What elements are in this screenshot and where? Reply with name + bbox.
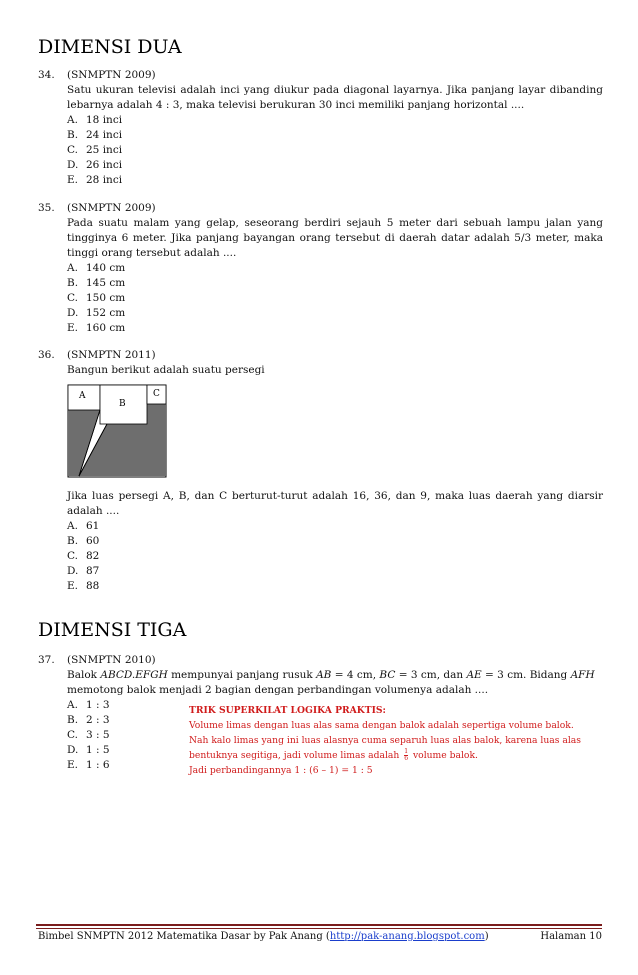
question-text xyxy=(67,668,603,683)
option-value: 82 xyxy=(86,550,100,562)
option-letter: B. xyxy=(67,129,79,141)
question-number: 36. xyxy=(38,349,55,361)
option-value: 1 : 5 xyxy=(86,744,110,756)
option-letter: C. xyxy=(67,729,78,741)
option-value: 18 inci xyxy=(86,114,123,126)
math-bc: BC xyxy=(379,669,396,681)
question-number: 34. xyxy=(38,69,55,81)
option-letter: C. xyxy=(67,550,78,562)
option[interactable] xyxy=(67,549,603,564)
option[interactable] xyxy=(67,306,603,321)
footer-rule xyxy=(36,924,602,926)
option[interactable] xyxy=(67,321,603,336)
question-text: Satu ukuran televisi adalah inci yang diukur pada diagonal layarnya. Jika panjang layar dibanding lebarnya adalah 4 : 3, maka televisi berukuran 30 inci memiliki panjang horizontal .... xyxy=(67,84,603,111)
option[interactable] xyxy=(67,261,603,276)
option-value: 60 xyxy=(86,535,100,547)
question-34 xyxy=(38,68,603,188)
option-value: 24 inci xyxy=(86,129,123,141)
option-value: 88 xyxy=(86,580,100,592)
option-value: 61 xyxy=(86,520,100,532)
question-source: (SNMPTN 2009) xyxy=(67,202,156,214)
option-letter: A. xyxy=(67,262,78,274)
option-letter: D. xyxy=(67,307,79,319)
math-ae: AE xyxy=(466,669,482,681)
label-b: B xyxy=(119,399,126,409)
question-intro: Bangun berikut adalah suatu persegi xyxy=(67,364,265,376)
fraction-denominator: 6 xyxy=(404,755,409,762)
math-abcd: ABCD.EFGH xyxy=(100,669,168,681)
text-fragment: Balok xyxy=(67,669,101,681)
trick-line-2: Nah kalo limas yang ini luas alasnya cuma separuh luas alas balok, karena luas alas xyxy=(189,735,582,746)
footer-text: ) xyxy=(484,931,489,942)
math-afh: AFH xyxy=(570,669,595,681)
option-letter: A. xyxy=(67,699,78,711)
option[interactable] xyxy=(67,519,603,534)
section-title-dimensi-dua: DIMENSI DUA xyxy=(38,36,182,58)
text-fragment: volume balok. xyxy=(410,750,478,761)
label-a: A xyxy=(79,391,86,401)
label-c: C xyxy=(153,389,160,399)
text-fragment: = 4 cm, xyxy=(331,669,380,681)
option[interactable] xyxy=(67,564,603,579)
square-figure xyxy=(67,384,603,483)
option-letter: A. xyxy=(67,520,78,532)
option-value: 2 : 3 xyxy=(86,714,110,726)
options-list xyxy=(67,261,603,336)
footer-rule-thin xyxy=(36,928,602,929)
trick-line-1: Volume limas dengan luas alas sama dengan balok adalah sepertiga volume balok. xyxy=(189,720,574,731)
question-text: Pada suatu malam yang gelap, seseorang berdiri sejauh 5 meter dari sebuah lampu jalan yang tingginya 6 meter. Jika panjang bayangan orang tersebut di daerah datar adalah 5/3 meter, maka tinggi orang tersebut adalah .... xyxy=(67,217,603,259)
page-footer xyxy=(38,931,602,942)
option[interactable] xyxy=(67,291,603,306)
option-letter: C. xyxy=(67,144,78,156)
option[interactable] xyxy=(67,276,603,291)
option-letter: B. xyxy=(67,714,79,726)
option-letter: E. xyxy=(67,174,79,186)
text-fragment: bentuknya segitiga, jadi volume limas adalah xyxy=(189,750,403,761)
fraction-numerator: 1 xyxy=(404,748,409,755)
option-value: 150 cm xyxy=(86,292,126,304)
question-35 xyxy=(38,201,603,336)
options-list xyxy=(67,519,603,594)
option-letter: D. xyxy=(67,565,79,577)
option-letter: E. xyxy=(67,759,79,771)
option-value: 160 cm xyxy=(86,322,126,334)
option-letter: D. xyxy=(67,159,79,171)
option-value: 28 inci xyxy=(86,174,123,186)
option-letter: E. xyxy=(67,580,79,592)
question-source: (SNMPTN 2011) xyxy=(67,349,156,361)
option[interactable] xyxy=(67,534,603,549)
option-letter: E. xyxy=(67,322,79,334)
option[interactable] xyxy=(67,158,603,173)
option-value: 1 : 3 xyxy=(86,699,110,711)
trick-title: TRIK SUPERKILAT LOGIKA PRAKTIS: xyxy=(189,705,386,716)
option-letter: D. xyxy=(67,744,79,756)
question-number: 37. xyxy=(38,654,55,666)
question-source: (SNMPTN 2010) xyxy=(67,654,156,666)
question-source: (SNMPTN 2009) xyxy=(67,69,156,81)
option-value: 1 : 6 xyxy=(86,759,110,771)
footer-text: Bimbel SNMPTN 2012 Matematika Dasar by Pak Anang ( xyxy=(38,931,330,942)
option[interactable] xyxy=(67,579,603,594)
trick-line-3 xyxy=(189,748,589,763)
option-value: 3 : 5 xyxy=(86,729,110,741)
option-letter: B. xyxy=(67,277,79,289)
option-letter: B. xyxy=(67,535,79,547)
option-letter: A. xyxy=(67,114,78,126)
option[interactable] xyxy=(67,128,603,143)
option-letter: C. xyxy=(67,292,78,304)
footer-left xyxy=(38,931,489,942)
text-fragment: mempunyai panjang rusuk xyxy=(167,669,317,681)
option-value: 152 cm xyxy=(86,307,126,319)
option[interactable] xyxy=(67,173,603,188)
square-diagram xyxy=(67,384,167,478)
trick-line-4: Jadi perbandingannya 1 : (6 – 1) = 1 : 5 xyxy=(189,765,373,776)
text-fragment: = 3 cm, dan xyxy=(395,669,467,681)
option-value: 145 cm xyxy=(86,277,126,289)
trick-note xyxy=(189,703,589,778)
option-value: 26 inci xyxy=(86,159,123,171)
option-value: 25 inci xyxy=(86,144,123,156)
math-ab: AB xyxy=(316,669,332,681)
page-number: Halaman 10 xyxy=(540,931,602,942)
option-value: 140 cm xyxy=(86,262,126,274)
option-value: 87 xyxy=(86,565,100,577)
footer-link[interactable]: http://pak-anang.blogspot.com xyxy=(329,931,485,942)
fraction xyxy=(404,749,408,762)
question-number: 35. xyxy=(38,202,55,214)
question-36 xyxy=(38,348,603,594)
option[interactable] xyxy=(67,143,603,158)
question-text-line2: memotong balok menjadi 2 bagian dengan perbandingan volumenya adalah .... xyxy=(67,684,489,696)
option[interactable] xyxy=(67,113,603,128)
question-text: Jika luas persegi A, B, dan C berturut-turut adalah 16, 36, dan 9, maka luas daerah yang diarsir adalah .... xyxy=(67,490,603,517)
options-list xyxy=(67,113,603,188)
section-title-dimensi-tiga: DIMENSI TIGA xyxy=(38,619,187,641)
text-fragment: = 3 cm. Bidang xyxy=(481,669,571,681)
